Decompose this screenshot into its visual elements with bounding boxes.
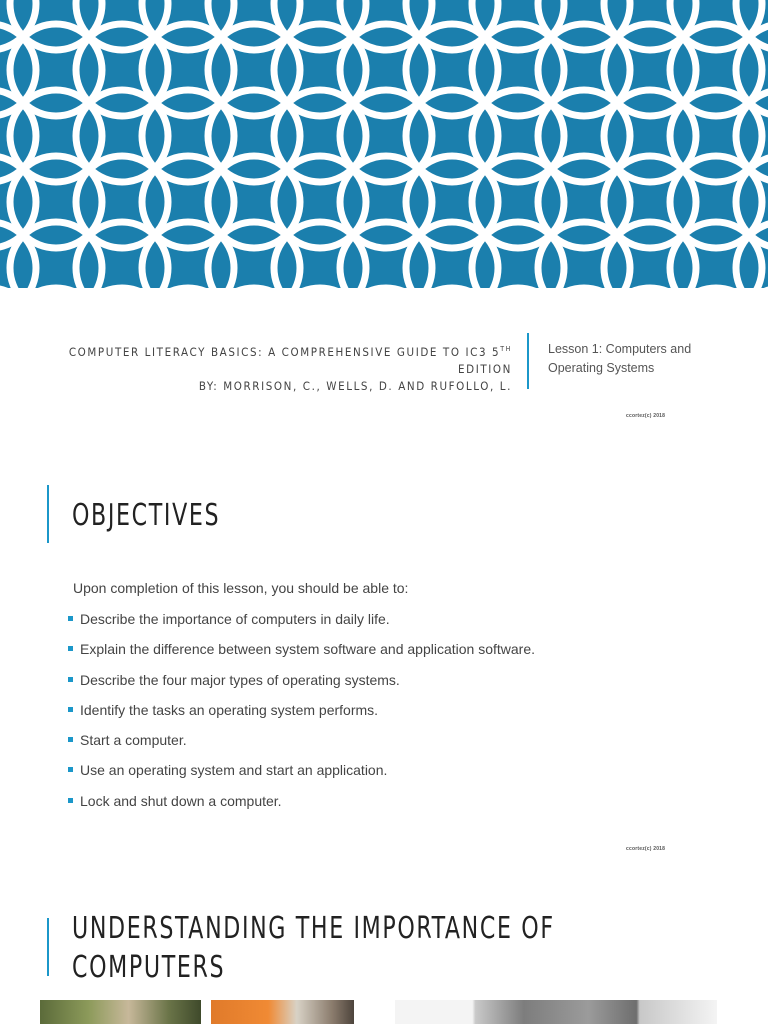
list-item-text: Lock and shut down a computer. — [80, 792, 282, 809]
list-item-text: Explain the difference between system software and application software. — [80, 641, 535, 658]
square-bullet-icon — [68, 737, 73, 742]
square-bullet-icon — [68, 798, 73, 803]
list-item — [68, 700, 535, 730]
list-item — [68, 730, 535, 760]
square-bullet-icon — [68, 707, 73, 712]
list-item — [68, 760, 535, 790]
course-title-superscript: TH — [500, 345, 512, 353]
square-bullet-icon — [68, 646, 73, 651]
importance-heading-line2: COMPUTERS — [72, 950, 226, 985]
list-item — [68, 670, 535, 700]
objectives-intro: Upon completion of this lesson, you should be able to: — [73, 580, 409, 596]
title-pattern-banner — [0, 0, 768, 288]
square-bullet-icon — [68, 767, 73, 772]
objectives-heading: OBJECTIVES — [72, 498, 221, 533]
list-item-text: Use an operating system and start an application. — [80, 762, 388, 779]
importance-heading-line1: UNDERSTANDING THE IMPORTANCE OF — [72, 911, 555, 946]
list-item — [68, 639, 535, 669]
importance-accent-bar — [47, 918, 49, 976]
course-title-edition: EDITION — [458, 362, 512, 376]
list-item-text: Start a computer. — [80, 732, 187, 749]
title-divider — [527, 333, 529, 389]
photo-atm-user — [211, 1000, 354, 1024]
list-item — [68, 791, 535, 821]
list-item — [68, 609, 535, 639]
course-title — [42, 341, 512, 395]
photo-outdoor-people — [40, 1000, 201, 1024]
objectives-accent-bar — [47, 485, 49, 543]
importance-heading — [72, 909, 555, 987]
list-item-text: Describe the four major types of operating systems. — [80, 671, 400, 688]
slide-footer: ccortez(c) 2018 — [626, 846, 666, 852]
objectives-list — [68, 609, 535, 821]
list-item-text: Describe the importance of computers in daily life. — [80, 611, 390, 627]
square-bullet-icon — [68, 677, 73, 682]
slide-footer: ccortez(c) 2018 — [626, 413, 666, 419]
list-item-text: Identify the tasks an operating system performs. — [80, 701, 379, 718]
course-authors: BY: MORRISON, C., WELLS, D. AND RUFOLLO, L. — [198, 379, 512, 393]
course-title-line1: COMPUTER LITERACY BASICS: A COMPREHENSIVE GUIDE TO IC3 5 — [68, 345, 501, 359]
lesson-subtitle: Lesson 1: Computers and Operating Systems — [548, 342, 692, 375]
square-bullet-icon — [68, 616, 73, 621]
photo-vintage-computer — [395, 1000, 717, 1024]
